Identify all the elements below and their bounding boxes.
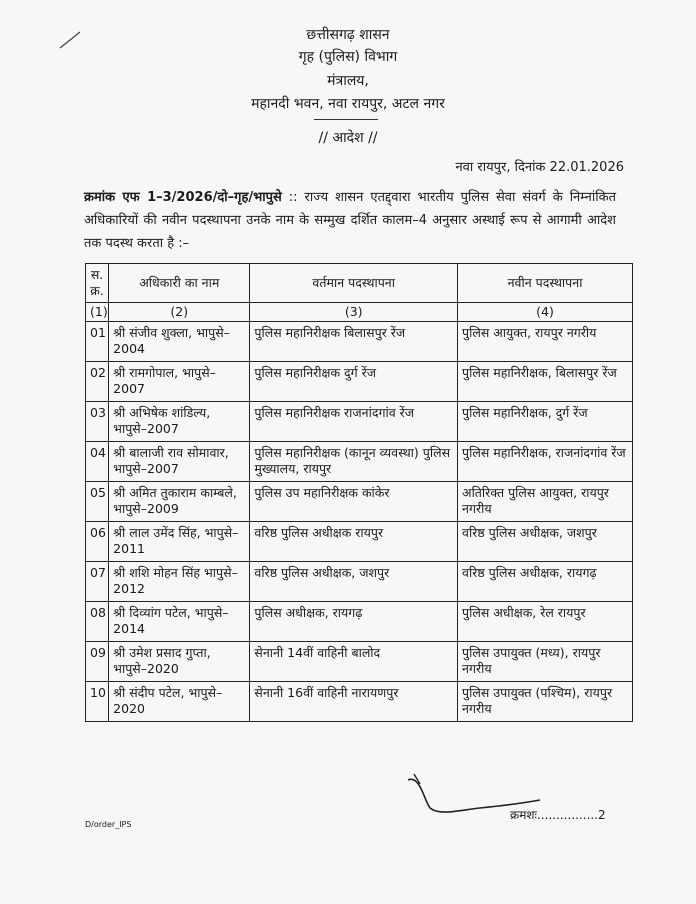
- serial-cell: 02: [86, 362, 109, 402]
- new-posting-cell: पुलिस उपायुक्त (पश्चिम), रायपुर नगरीय: [458, 682, 633, 722]
- officer-name-cell: श्री दिव्यांग पटेल, भापुसे–2014: [109, 602, 250, 642]
- current-posting-cell: पुलिस महानिरीक्षक (कानून व्यवस्था) पुलिस मुख्यालय, रायपुर: [250, 442, 458, 482]
- table-row: [86, 522, 633, 562]
- new-posting-cell: पुलिस आयुक्त, रायपुर नगरीय: [458, 322, 633, 362]
- officer-name-cell: श्री शशि मोहन सिंह भापुसे– 2012: [109, 562, 250, 602]
- header-new-posting: नवीन पदस्थापना: [458, 264, 633, 303]
- order-title: // आदेश //: [318, 130, 378, 146]
- table-row: [86, 322, 633, 362]
- continued-marker: क्रमशः................2: [510, 808, 606, 822]
- table-header-row: [86, 264, 633, 303]
- serial-cell: 06: [86, 522, 109, 562]
- file-reference: D/order_IPS: [85, 820, 132, 829]
- current-posting-cell: पुलिस महानिरीक्षक राजनांदगांव रेंज: [250, 402, 458, 442]
- officer-name-cell: श्री अमित तुकाराम काम्बले, भापुसे–2009: [109, 482, 250, 522]
- new-posting-cell: पुलिस महानिरीक्षक, बिलासपुर रेंज: [458, 362, 633, 402]
- new-posting-cell: पुलिस महानिरीक्षक, राजनांदगांव रेंज: [458, 442, 633, 482]
- new-posting-cell: अतिरिक्त पुलिस आयुक्त, रायपुर नगरीय: [458, 482, 633, 522]
- current-posting-cell: वरिष्ठ पुलिस अधीक्षक रायपुर: [250, 522, 458, 562]
- date-line: नवा रायपुर, दिनांक 22.01.2026: [455, 160, 624, 175]
- table-row: [86, 602, 633, 642]
- department-name: गृह (पुलिस) विभाग: [298, 49, 398, 65]
- header-current-posting: वर्तमान पदस्थापना: [250, 264, 458, 303]
- current-posting-cell: सेनानी 14वीं वाहिनी बालोद: [250, 642, 458, 682]
- column-number: (1): [86, 303, 109, 322]
- officer-name-cell: श्री अभिषेक शांडिल्य, भापुसे–2007: [109, 402, 250, 442]
- new-posting-cell: पुलिस उपायुक्त (मध्य), रायपुर नगरीय: [458, 642, 633, 682]
- table-row: [86, 442, 633, 482]
- order-reference: क्रमांक एफ 1–3/2026/दो–गृह/भापुसे: [84, 190, 282, 205]
- current-posting-cell: पुलिस अधीक्षक, रायगढ़: [250, 602, 458, 642]
- column-number-row: [86, 303, 633, 322]
- table-row: [86, 682, 633, 722]
- serial-cell: 05: [86, 482, 109, 522]
- serial-cell: 10: [86, 682, 109, 722]
- serial-cell: 07: [86, 562, 109, 602]
- address-line: महानदी भवन, नवा रायपुर, अटल नगर: [251, 96, 445, 112]
- officer-name-cell: श्री लाल उमेंद सिंह, भापुसे–2011: [109, 522, 250, 562]
- table-row: [86, 362, 633, 402]
- table-row: [86, 402, 633, 442]
- order-body: :: राज्य शासन एतद्द्वारा भारतीय पुलिस सेवा संवर्ग के निम्नांकित अधिकारियों की नवीन पदस्थापना उनके नाम के सम्मुख दर्शित कालम–4 अनुसार अस्थाई रूप से आगामी आदेश तक पदस्थ करता है :–: [84, 190, 616, 251]
- table-row: [86, 482, 633, 522]
- current-posting-cell: पुलिस महानिरीक्षक दुर्ग रेंज: [250, 362, 458, 402]
- officer-name-cell: श्री संजीव शुक्ला, भापुसे–2004: [109, 322, 250, 362]
- current-posting-cell: सेनानी 16वीं वाहिनी नारायणपुर: [250, 682, 458, 722]
- column-number: (4): [458, 303, 633, 322]
- government-name: छत्तीसगढ़ शासन: [306, 27, 390, 43]
- header-serial: स. क्र.: [86, 264, 109, 303]
- officer-name-cell: श्री संदीप पटेल, भापुसे–2020: [109, 682, 250, 722]
- table-row: [86, 642, 633, 682]
- new-posting-cell: वरिष्ठ पुलिस अधीक्षक, रायगढ़: [458, 562, 633, 602]
- officer-name-cell: श्री उमेश प्रसाद गुप्ता, भापुसे–2020: [109, 642, 250, 682]
- order-paragraph: [84, 186, 616, 255]
- column-number: (3): [250, 303, 458, 322]
- table-row: [86, 562, 633, 602]
- ministry-label: मंत्रालय,: [327, 73, 369, 89]
- serial-cell: 04: [86, 442, 109, 482]
- header-officer-name: अधिकारी का नाम: [109, 264, 250, 303]
- officer-name-cell: श्री रामगोपाल, भापुसे–2007: [109, 362, 250, 402]
- column-number: (2): [109, 303, 250, 322]
- serial-cell: 01: [86, 322, 109, 362]
- serial-cell: 03: [86, 402, 109, 442]
- current-posting-cell: पुलिस महानिरीक्षक बिलासपुर रेंज: [250, 322, 458, 362]
- new-posting-cell: पुलिस महानिरीक्षक, दुर्ग रेंज: [458, 402, 633, 442]
- serial-cell: 08: [86, 602, 109, 642]
- new-posting-cell: वरिष्ठ पुलिस अधीक्षक, जशपुर: [458, 522, 633, 562]
- new-posting-cell: पुलिस अधीक्षक, रेल रायपुर: [458, 602, 633, 642]
- officer-name-cell: श्री बालाजी राव सोमावार, भापुसे–2007: [109, 442, 250, 482]
- posting-table: [85, 263, 633, 722]
- current-posting-cell: पुलिस उप महानिरीक्षक कांकेर: [250, 482, 458, 522]
- serial-cell: 09: [86, 642, 109, 682]
- header-divider: [314, 119, 378, 120]
- current-posting-cell: वरिष्ठ पुलिस अधीक्षक, जशपुर: [250, 562, 458, 602]
